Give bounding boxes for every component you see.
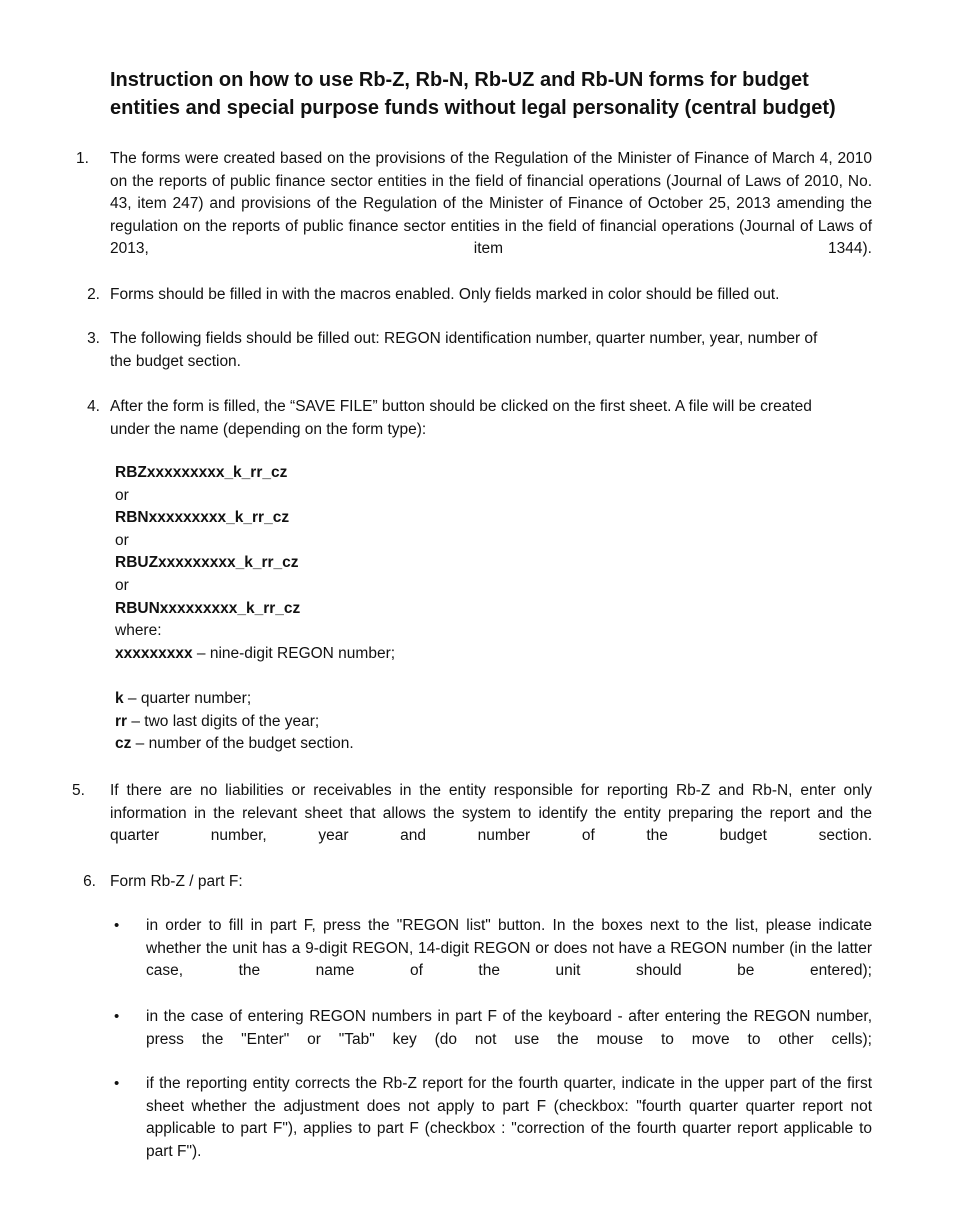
or-text: or: [115, 531, 129, 549]
bullet-text: if the reporting entity corrects the Rb-Z report for the fourth quarter, indicate in the upper part of the first sheet whether the adjustment does not apply to part F (checkbox: "fourth quarter quarter report not applicable to part F"), applies to part F (checkbox : "correction of the fourth quarter report applicable to part F").: [146, 1075, 872, 1160]
item-number: 2.: [87, 286, 100, 303]
legend-item: cz – number of the budget section.: [115, 735, 354, 753]
item-text: The following fields should be filled out: REGON identification number, quarter number, year, number of the budget section.: [110, 330, 818, 370]
bullet-text: in the case of entering REGON numbers in part F of the keyboard - after entering the REGON number, press the "Enter" or "Tab" key (do not use the mouse to move to other cells);: [146, 1008, 872, 1048]
legend-item: rr – two last digits of the year;: [115, 712, 320, 730]
item-text: The forms were created based on the provisions of the Regulation of the Minister of Finance of March 4, 2010 on the reports of public finance sector entities in the field of financial operations (Journal of Laws of 2010, No. 43, item 247) and provisions of the Regulation of the Minister of Finance of October 25, 2013 amending the regulation on the reports of public finance sector entities in the field of financial operations (Journal of Laws of 2013, item 1344).: [110, 150, 872, 258]
item-number: 3.: [87, 330, 100, 347]
item-number: 1.: [76, 150, 89, 167]
file-name-list: [115, 462, 395, 756]
file-name-rbz: RBZxxxxxxxxx_k_rr_cz: [115, 464, 288, 481]
item-text: Forms should be filled in with the macros enabled. Only fields marked in color should be filled out.: [110, 286, 780, 303]
list-item-5: [72, 780, 872, 848]
page-title: Instruction on how to use Rb-Z, Rb-N, Rb-UZ and Rb-UN forms for budget entities and special purpose funds without legal personality (central budget): [110, 69, 836, 119]
list-item-3: [87, 328, 830, 373]
item-text: If there are no liabilities or receivables in the entity responsible for reporting Rb-Z and Rb-N, enter only information in the relevant sheet that allows the system to identify the entity preparing the report and the quarter number, year and number of the budget section.: [110, 782, 872, 845]
or-text: or: [115, 486, 129, 504]
list-item-4: [87, 396, 840, 441]
where-label: where:: [115, 622, 162, 640]
list-item-1: [76, 148, 872, 261]
bullet-item-1: [114, 915, 872, 983]
item-number: 4.: [87, 398, 100, 415]
file-name-rbuz: RBUZxxxxxxxxx_k_rr_cz: [115, 554, 299, 572]
bullet-icon: •: [114, 917, 120, 934]
bullet-item-3: [114, 1073, 872, 1163]
bullet-icon: •: [114, 1008, 120, 1025]
file-name-rbun: RBUNxxxxxxxxx_k_rr_cz: [115, 599, 301, 617]
item-number: 6.: [83, 873, 96, 890]
bullet-icon: •: [114, 1075, 120, 1092]
item-text: Form Rb-Z / part F:: [110, 873, 243, 890]
list-item-2: [87, 284, 872, 307]
or-text: or: [115, 576, 129, 594]
bullet-item-2: [114, 1006, 872, 1051]
legend-item: k – quarter number;: [115, 689, 252, 707]
item-text: After the form is filled, the “SAVE FILE” button should be clicked on the first sheet. A file will be created under the name (depending on the form type):: [110, 398, 812, 438]
legend-item: xxxxxxxxx – nine-digit REGON number;: [115, 644, 396, 662]
item-number: 5.: [72, 782, 85, 799]
list-item-6: [83, 871, 872, 894]
bullet-text: in order to fill in part F, press the "REGON list" button. In the boxes next to the list, please indicate whether the unit has a 9-digit REGON, 14-digit REGON or does not have a REGON number (in the latter case, the name of the unit should be entered);: [146, 917, 872, 980]
file-name-rbn: RBNxxxxxxxxx_k_rr_cz: [115, 509, 290, 527]
